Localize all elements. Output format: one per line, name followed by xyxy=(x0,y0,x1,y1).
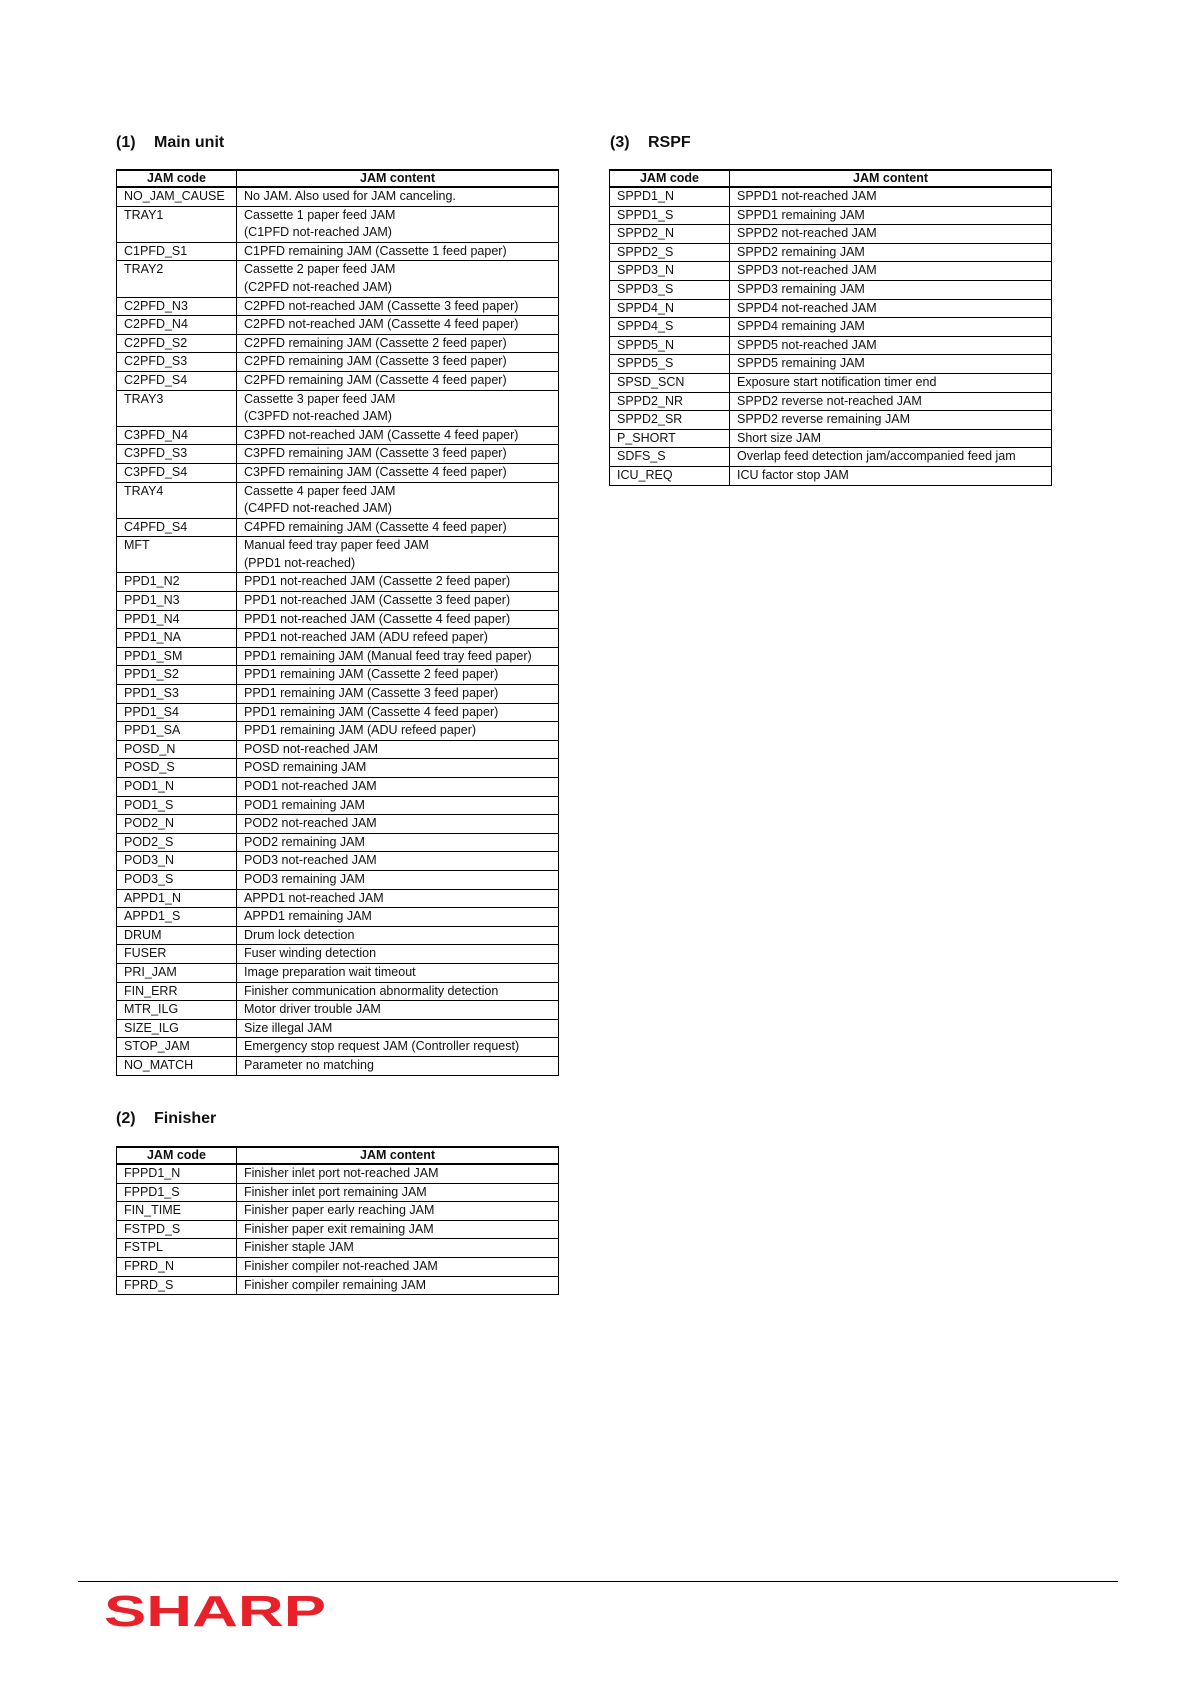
table-row xyxy=(117,206,559,242)
jam-code-cell: SPPD5_N xyxy=(610,336,730,355)
jam-content-cell: Finisher communication abnormality detection xyxy=(237,982,559,1001)
jam-code-cell: NO_MATCH xyxy=(117,1056,237,1075)
jam-code-cell: C2PFD_S3 xyxy=(117,353,237,372)
jam-code-cell: PPD1_S4 xyxy=(117,703,237,722)
table-row xyxy=(117,1183,559,1202)
jam-code-cell: ICU_REQ xyxy=(610,466,730,485)
jam-content-cell: Cassette 4 paper feed JAM (C4PFD not-reached JAM) xyxy=(237,482,559,518)
table-row xyxy=(117,796,559,815)
table-row xyxy=(117,759,559,778)
jam-code-cell: PPD1_SM xyxy=(117,647,237,666)
table-row xyxy=(610,466,1052,485)
jam-code-cell: POSD_S xyxy=(117,759,237,778)
table-row xyxy=(610,225,1052,244)
jam-content-cell: PPD1 remaining JAM (Cassette 2 feed paper) xyxy=(237,666,559,685)
jam-code-cell: C4PFD_S4 xyxy=(117,518,237,537)
jam-content-cell: Finisher staple JAM xyxy=(237,1239,559,1258)
logo-text: SHARP xyxy=(104,1592,326,1632)
table-row xyxy=(117,945,559,964)
table-row xyxy=(610,373,1052,392)
jam-code-cell: C3PFD_N4 xyxy=(117,426,237,445)
jam-code-cell: FIN_TIME xyxy=(117,1202,237,1221)
jam-code-cell: POD3_N xyxy=(117,852,237,871)
jam-content-cell: SPPD1 remaining JAM xyxy=(730,206,1052,225)
jam-code-cell: FPPD1_S xyxy=(117,1183,237,1202)
jam-code-cell: APPD1_S xyxy=(117,908,237,927)
jam-content-cell: POD1 remaining JAM xyxy=(237,796,559,815)
jam-code-cell: PPD1_N4 xyxy=(117,610,237,629)
jam-content-cell: No JAM. Also used for JAM canceling. xyxy=(237,187,559,206)
jam-content-cell: PPD1 remaining JAM (Manual feed tray feed paper) xyxy=(237,647,559,666)
jam-content-cell: PPD1 remaining JAM (ADU refeed paper) xyxy=(237,722,559,741)
table-row xyxy=(610,318,1052,337)
section-name: RSPF xyxy=(648,134,691,151)
jam-code-cell: MFT xyxy=(117,537,237,573)
jam-content-cell: ICU factor stop JAM xyxy=(730,466,1052,485)
jam-code-cell: POD2_N xyxy=(117,815,237,834)
table-row xyxy=(117,1239,559,1258)
table-row xyxy=(610,429,1052,448)
sharp-logo xyxy=(104,1592,334,1637)
section-name: Main unit xyxy=(154,134,225,151)
jam-code-cell: SPPD2_NR xyxy=(610,392,730,411)
jam-code-cell: C2PFD_N3 xyxy=(117,297,237,316)
table-row xyxy=(117,1164,559,1183)
jam-code-cell: FIN_ERR xyxy=(117,982,237,1001)
jam-content-cell: C3PFD remaining JAM (Cassette 4 feed paper) xyxy=(237,463,559,482)
jam-content-cell: C4PFD remaining JAM (Cassette 4 feed paper) xyxy=(237,518,559,537)
jam-code-cell: SPPD2_N xyxy=(610,225,730,244)
jam-content-cell: Cassette 1 paper feed JAM (C1PFD not-reached JAM) xyxy=(237,206,559,242)
jam-content-cell: C2PFD not-reached JAM (Cassette 4 feed paper) xyxy=(237,316,559,335)
table-row xyxy=(117,1220,559,1239)
table-row xyxy=(117,463,559,482)
jam-code-cell: FSTPL xyxy=(117,1239,237,1258)
jam-code-cell: SPPD3_N xyxy=(610,262,730,281)
table-row xyxy=(117,778,559,797)
jam-code-cell: TRAY3 xyxy=(117,390,237,426)
jam-content-cell: SPPD4 not-reached JAM xyxy=(730,299,1052,318)
jam-content-cell: POD2 not-reached JAM xyxy=(237,815,559,834)
jam-code-cell: SPSD_SCN xyxy=(610,373,730,392)
column-header-jam-code: JAM code xyxy=(117,1147,237,1164)
jam-code-cell: PPD1_S3 xyxy=(117,685,237,704)
jam-content-cell: Finisher compiler not-reached JAM xyxy=(237,1257,559,1276)
table-row xyxy=(610,448,1052,467)
jam-content-cell: POSD remaining JAM xyxy=(237,759,559,778)
table-row xyxy=(117,722,559,741)
jam-code-cell: POD1_S xyxy=(117,796,237,815)
jam-content-cell: POD3 remaining JAM xyxy=(237,870,559,889)
jam-content-cell: POSD not-reached JAM xyxy=(237,740,559,759)
jam-content-cell: SPPD2 reverse not-reached JAM xyxy=(730,392,1052,411)
jam-content-cell: SPPD2 reverse remaining JAM xyxy=(730,411,1052,430)
table-row xyxy=(117,1276,559,1295)
jam-code-cell: TRAY2 xyxy=(117,261,237,297)
jam-content-cell: C3PFD not-reached JAM (Cassette 4 feed paper) xyxy=(237,426,559,445)
jam-content-cell: Image preparation wait timeout xyxy=(237,963,559,982)
jam-code-cell: FUSER xyxy=(117,945,237,964)
main-unit-jam-table xyxy=(116,169,559,1076)
jam-content-cell: PPD1 not-reached JAM (Cassette 4 feed paper) xyxy=(237,610,559,629)
jam-content-cell: APPD1 not-reached JAM xyxy=(237,889,559,908)
jam-code-cell: C2PFD_S4 xyxy=(117,371,237,390)
jam-code-cell: DRUM xyxy=(117,926,237,945)
table-row xyxy=(117,740,559,759)
jam-content-cell: SPPD1 not-reached JAM xyxy=(730,187,1052,206)
jam-code-cell: APPD1_N xyxy=(117,889,237,908)
table-row xyxy=(117,573,559,592)
jam-content-cell: Emergency stop request JAM (Controller request) xyxy=(237,1038,559,1057)
table-row xyxy=(117,889,559,908)
jam-content-cell: Overlap feed detection jam/accompanied feed jam xyxy=(730,448,1052,467)
jam-code-cell: SPPD2_S xyxy=(610,243,730,262)
section-title-rspf xyxy=(610,134,691,152)
jam-content-cell: Motor driver trouble JAM xyxy=(237,1001,559,1020)
table-row xyxy=(117,518,559,537)
jam-code-cell: POSD_N xyxy=(117,740,237,759)
jam-code-cell: SIZE_ILG xyxy=(117,1019,237,1038)
jam-code-cell: POD2_S xyxy=(117,833,237,852)
jam-content-cell: Finisher compiler remaining JAM xyxy=(237,1276,559,1295)
jam-content-cell: SPPD2 remaining JAM xyxy=(730,243,1052,262)
jam-content-cell: Manual feed tray paper feed JAM (PPD1 not-reached) xyxy=(237,537,559,573)
table-row xyxy=(117,815,559,834)
column-header-jam-content: JAM content xyxy=(237,1147,559,1164)
jam-content-cell: SPPD3 remaining JAM xyxy=(730,280,1052,299)
table-row xyxy=(117,1056,559,1075)
table-row xyxy=(117,1038,559,1057)
footer-divider xyxy=(78,1581,1118,1582)
table-row xyxy=(117,445,559,464)
jam-content-cell: Short size JAM xyxy=(730,429,1052,448)
jam-content-cell: Finisher paper early reaching JAM xyxy=(237,1202,559,1221)
table-row xyxy=(117,870,559,889)
jam-code-cell: TRAY1 xyxy=(117,206,237,242)
jam-content-cell: Finisher inlet port remaining JAM xyxy=(237,1183,559,1202)
jam-content-cell: SPPD5 not-reached JAM xyxy=(730,336,1052,355)
table-row xyxy=(117,610,559,629)
rspf-jam-table xyxy=(609,169,1052,486)
jam-code-cell: PPD1_N2 xyxy=(117,573,237,592)
table-row xyxy=(117,629,559,648)
table-row xyxy=(117,852,559,871)
table-row xyxy=(117,1202,559,1221)
jam-code-cell: SPPD1_S xyxy=(610,206,730,225)
table-row xyxy=(610,299,1052,318)
jam-code-cell: FSTPD_S xyxy=(117,1220,237,1239)
jam-code-cell: PPD1_NA xyxy=(117,629,237,648)
jam-content-cell: Finisher paper exit remaining JAM xyxy=(237,1220,559,1239)
jam-content-cell: PPD1 not-reached JAM (Cassette 2 feed paper) xyxy=(237,573,559,592)
jam-content-cell: SPPD4 remaining JAM xyxy=(730,318,1052,337)
table-row xyxy=(117,187,559,206)
jam-content-cell: Size illegal JAM xyxy=(237,1019,559,1038)
jam-content-cell: PPD1 not-reached JAM (ADU refeed paper) xyxy=(237,629,559,648)
jam-content-cell: Fuser winding detection xyxy=(237,945,559,964)
jam-content-cell: POD3 not-reached JAM xyxy=(237,852,559,871)
table-row xyxy=(117,242,559,261)
jam-content-cell: C1PFD remaining JAM (Cassette 1 feed paper) xyxy=(237,242,559,261)
jam-code-cell: PPD1_S2 xyxy=(117,666,237,685)
table-row xyxy=(610,280,1052,299)
jam-code-cell: PPD1_SA xyxy=(117,722,237,741)
column-header-jam-content: JAM content xyxy=(730,170,1052,187)
jam-code-cell: PPD1_N3 xyxy=(117,592,237,611)
jam-code-cell: SPPD4_S xyxy=(610,318,730,337)
table-row xyxy=(117,926,559,945)
table-row xyxy=(117,703,559,722)
jam-content-cell: SPPD3 not-reached JAM xyxy=(730,262,1052,281)
jam-code-cell: C3PFD_S4 xyxy=(117,463,237,482)
jam-code-cell: SPPD5_S xyxy=(610,355,730,374)
jam-content-cell: SPPD5 remaining JAM xyxy=(730,355,1052,374)
table-row xyxy=(117,353,559,372)
jam-content-cell: POD1 not-reached JAM xyxy=(237,778,559,797)
section-title-main-unit xyxy=(116,134,224,152)
jam-content-cell: POD2 remaining JAM xyxy=(237,833,559,852)
table-row xyxy=(117,592,559,611)
jam-code-cell: C2PFD_N4 xyxy=(117,316,237,335)
column-header-jam-code: JAM code xyxy=(610,170,730,187)
table-row xyxy=(117,908,559,927)
column-header-jam-content: JAM content xyxy=(237,170,559,187)
column-header-jam-code: JAM code xyxy=(117,170,237,187)
table-row xyxy=(117,1257,559,1276)
table-row xyxy=(610,262,1052,281)
jam-code-cell: NO_JAM_CAUSE xyxy=(117,187,237,206)
section-number: (2) xyxy=(116,1110,136,1127)
jam-code-cell: POD3_S xyxy=(117,870,237,889)
table-row xyxy=(610,392,1052,411)
table-row xyxy=(117,982,559,1001)
table-row xyxy=(610,336,1052,355)
jam-code-cell: POD1_N xyxy=(117,778,237,797)
jam-content-cell: C3PFD remaining JAM (Cassette 3 feed paper) xyxy=(237,445,559,464)
table-row xyxy=(117,1019,559,1038)
jam-code-cell: P_SHORT xyxy=(610,429,730,448)
table-row xyxy=(117,1001,559,1020)
jam-code-cell: STOP_JAM xyxy=(117,1038,237,1057)
jam-code-cell: MTR_ILG xyxy=(117,1001,237,1020)
jam-content-cell: C2PFD remaining JAM (Cassette 3 feed paper) xyxy=(237,353,559,372)
jam-content-cell: SPPD2 not-reached JAM xyxy=(730,225,1052,244)
table-row xyxy=(117,426,559,445)
table-row xyxy=(117,371,559,390)
jam-content-cell: C2PFD remaining JAM (Cassette 2 feed paper) xyxy=(237,334,559,353)
table-row xyxy=(117,647,559,666)
table-row xyxy=(117,316,559,335)
table-row xyxy=(117,537,559,573)
sharp-logo-image xyxy=(104,1592,334,1632)
table-row xyxy=(610,411,1052,430)
jam-content-cell: PPD1 not-reached JAM (Cassette 3 feed paper) xyxy=(237,592,559,611)
jam-content-cell: Cassette 2 paper feed JAM (C2PFD not-reached JAM) xyxy=(237,261,559,297)
jam-code-cell: SPPD3_S xyxy=(610,280,730,299)
table-row xyxy=(117,390,559,426)
jam-code-cell: SDFS_S xyxy=(610,448,730,467)
section-name: Finisher xyxy=(154,1110,217,1127)
jam-content-cell: Parameter no matching xyxy=(237,1056,559,1075)
section-title-finisher xyxy=(116,1110,216,1128)
jam-content-cell: Finisher inlet port not-reached JAM xyxy=(237,1164,559,1183)
table-row xyxy=(610,243,1052,262)
table-row xyxy=(117,963,559,982)
section-number: (3) xyxy=(610,134,630,151)
table-row xyxy=(610,206,1052,225)
jam-content-cell: Drum lock detection xyxy=(237,926,559,945)
table-row xyxy=(117,261,559,297)
table-row xyxy=(610,187,1052,206)
jam-code-cell: SPPD2_SR xyxy=(610,411,730,430)
jam-code-cell: FPPD1_N xyxy=(117,1164,237,1183)
table-row xyxy=(117,297,559,316)
jam-content-cell: Exposure start notification timer end xyxy=(730,373,1052,392)
table-row xyxy=(117,833,559,852)
jam-content-cell: C2PFD remaining JAM (Cassette 4 feed paper) xyxy=(237,371,559,390)
jam-content-cell: PPD1 remaining JAM (Cassette 3 feed paper) xyxy=(237,685,559,704)
jam-code-cell: C3PFD_S3 xyxy=(117,445,237,464)
jam-code-cell: SPPD4_N xyxy=(610,299,730,318)
table-row xyxy=(117,334,559,353)
finisher-jam-table xyxy=(116,1146,559,1295)
jam-content-cell: Cassette 3 paper feed JAM (C3PFD not-reached JAM) xyxy=(237,390,559,426)
jam-code-cell: C1PFD_S1 xyxy=(117,242,237,261)
jam-content-cell: C2PFD not-reached JAM (Cassette 3 feed paper) xyxy=(237,297,559,316)
section-number: (1) xyxy=(116,134,136,151)
jam-code-cell: FPRD_N xyxy=(117,1257,237,1276)
table-row xyxy=(117,685,559,704)
jam-code-cell: C2PFD_S2 xyxy=(117,334,237,353)
jam-code-cell: SPPD1_N xyxy=(610,187,730,206)
jam-code-cell: PRI_JAM xyxy=(117,963,237,982)
table-row xyxy=(610,355,1052,374)
table-row xyxy=(117,482,559,518)
jam-code-cell: FPRD_S xyxy=(117,1276,237,1295)
jam-code-cell: TRAY4 xyxy=(117,482,237,518)
jam-content-cell: APPD1 remaining JAM xyxy=(237,908,559,927)
jam-content-cell: PPD1 remaining JAM (Cassette 4 feed paper) xyxy=(237,703,559,722)
table-row xyxy=(117,666,559,685)
